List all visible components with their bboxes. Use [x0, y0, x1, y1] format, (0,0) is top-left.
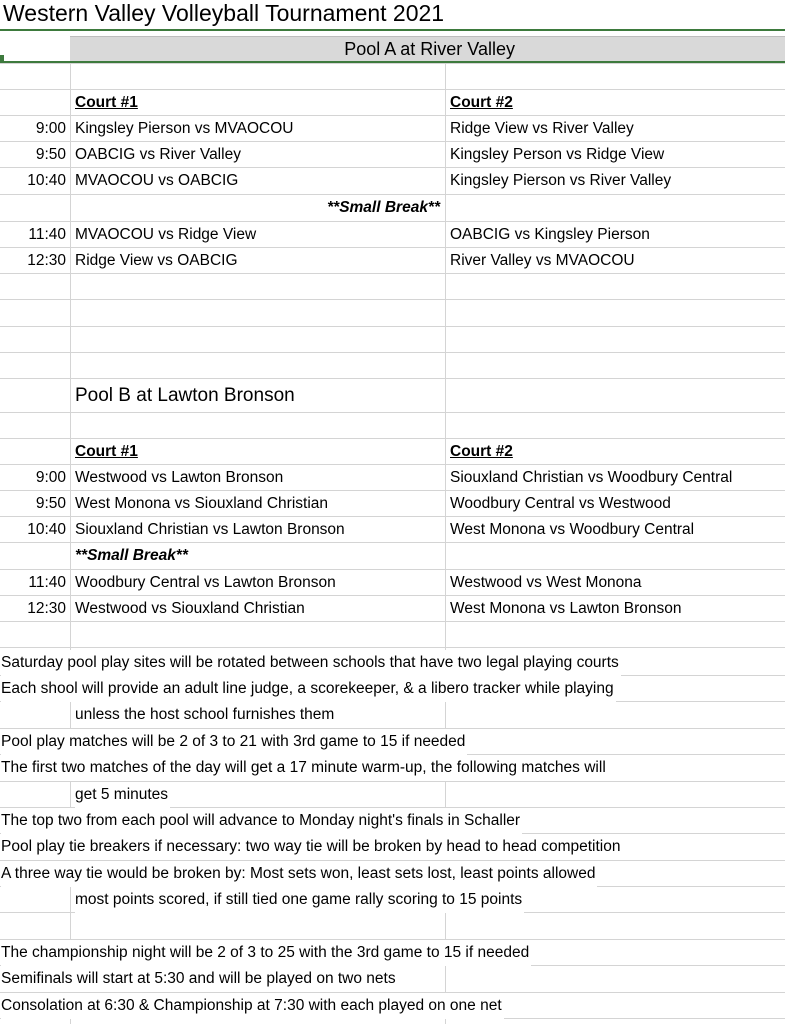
- pool-b-court1-match[interactable]: Siouxland Christian vs Lawton Bronson: [75, 521, 345, 538]
- grid-row-line: [0, 326, 785, 327]
- rule-note[interactable]: Pool play tie breakers if necessary: two way tie will be broken by head to head competition: [1, 834, 622, 860]
- pool-b-title[interactable]: Pool B at Lawton Bronson: [75, 385, 295, 406]
- grid-row-line: [0, 352, 785, 353]
- pool-b-court2-match[interactable]: Siouxland Christian vs Woodbury Central: [450, 469, 733, 486]
- sheet-title: Western Valley Volleyball Tournament 2021: [3, 0, 445, 26]
- rule-note[interactable]: Saturday pool play sites will be rotated between schools that have two legal playing courts: [1, 650, 621, 676]
- rule-note[interactable]: The championship night will be 2 of 3 to 25 with the 3rd game to 15 if needed: [1, 940, 531, 966]
- pool-b-time[interactable]: 9:50: [35, 495, 66, 512]
- rule-note[interactable]: Consolation at 6:30 & Championship at 7:30 with each played on one net: [1, 993, 504, 1019]
- rule-note[interactable]: The first two matches of the day will get a 17 minute warm-up, the following matches will: [1, 755, 608, 781]
- pool-b-court1-match[interactable]: Woodbury Central vs Lawton Bronson: [75, 574, 336, 591]
- cell-selection-handle: [0, 55, 4, 63]
- rule-note[interactable]: Pool play matches will be 2 of 3 to 21 with 3rd game to 15 if needed: [1, 729, 467, 755]
- pool-b-court1-header[interactable]: Court #1: [75, 443, 138, 460]
- title-underline: [0, 29, 785, 31]
- pool-b-court1-match[interactable]: Westwood vs Lawton Bronson: [75, 469, 284, 486]
- rule-note[interactable]: Each shool will provide an adult line judge, a scorekeeper, & a libero tracker while playing: [1, 676, 616, 702]
- pool-a-court2-header[interactable]: Court #2: [450, 94, 513, 111]
- pool-b-court2-match[interactable]: Westwood vs West Monona: [450, 574, 642, 591]
- pool-a-time[interactable]: 10:40: [27, 172, 66, 189]
- grid-row-line: [0, 378, 785, 379]
- pool-a-court1-match[interactable]: Kingsley Pierson vs MVAOCOU: [75, 120, 294, 137]
- pool-a-court1-match[interactable]: MVAOCOU vs OABCIG: [75, 172, 239, 189]
- pool-b-time[interactable]: 9:00: [35, 469, 66, 486]
- pool-a-header-band[interactable]: [70, 36, 785, 62]
- grid-row-line: [0, 412, 785, 413]
- rule-note-continued[interactable]: get 5 minutes: [75, 782, 170, 808]
- pool-b-time[interactable]: 12:30: [27, 600, 66, 617]
- pool-a-court2-match[interactable]: River Valley vs MVAOCOU: [450, 252, 635, 269]
- grid-row-line: [0, 647, 785, 648]
- pool-a-time[interactable]: 12:30: [27, 252, 66, 269]
- pool-b-time[interactable]: 10:40: [27, 521, 66, 538]
- pool-a-court2-match[interactable]: Kingsley Person vs Ridge View: [450, 146, 665, 163]
- rule-note[interactable]: A three way tie would be broken by: Most sets won, least sets lost, least points allowed: [1, 861, 597, 887]
- pool-b-small-break[interactable]: **Small Break**: [75, 547, 188, 564]
- pool-b-court1-match[interactable]: West Monona vs Siouxland Christian: [75, 495, 329, 512]
- pool-a-court2-match[interactable]: Kingsley Pierson vs River Valley: [450, 172, 672, 189]
- pool-a-court2-match[interactable]: OABCIG vs Kingsley Pierson: [450, 226, 650, 243]
- pool-b-court2-match[interactable]: West Monona vs Woodbury Central: [450, 521, 695, 538]
- grid-row-line: [0, 299, 785, 300]
- pool-a-time[interactable]: 9:00: [35, 120, 66, 137]
- pool-a-court1-match[interactable]: Ridge View vs OABCIG: [75, 252, 238, 269]
- pool-b-court2-header[interactable]: Court #2: [450, 443, 513, 460]
- pool-a-court1-header[interactable]: Court #1: [75, 94, 138, 111]
- rule-note[interactable]: The top two from each pool will advance to Monday night's finals in Schaller: [1, 808, 522, 834]
- pool-a-court1-match[interactable]: MVAOCOU vs Ridge View: [75, 226, 257, 243]
- pool-a-court1-match[interactable]: OABCIG vs River Valley: [75, 146, 241, 163]
- pool-b-time[interactable]: 11:40: [28, 574, 66, 591]
- pool-a-time[interactable]: 9:50: [35, 146, 66, 163]
- pool-a-title: Pool A at River Valley: [344, 39, 515, 59]
- rule-note-continued[interactable]: unless the host school furnishes them: [75, 702, 336, 728]
- pool-a-court2-match[interactable]: Ridge View vs River Valley: [450, 120, 634, 137]
- rule-note-continued[interactable]: most points scored, if still tied one game rally scoring to 15 points: [75, 887, 524, 913]
- rule-note[interactable]: Semifinals will start at 5:30 and will be played on two nets: [1, 966, 398, 992]
- pool-a-time[interactable]: 11:40: [28, 226, 66, 243]
- pool-b-court1-match[interactable]: Westwood vs Siouxland Christian: [75, 600, 305, 617]
- grid-row-line: [0, 63, 785, 64]
- pool-b-court2-match[interactable]: Woodbury Central vs Westwood: [450, 495, 671, 512]
- pool-a-small-break[interactable]: **Small Break**: [327, 199, 440, 216]
- pool-b-court2-match[interactable]: West Monona vs Lawton Bronson: [450, 600, 682, 617]
- pool-a-underline: [0, 61, 785, 63]
